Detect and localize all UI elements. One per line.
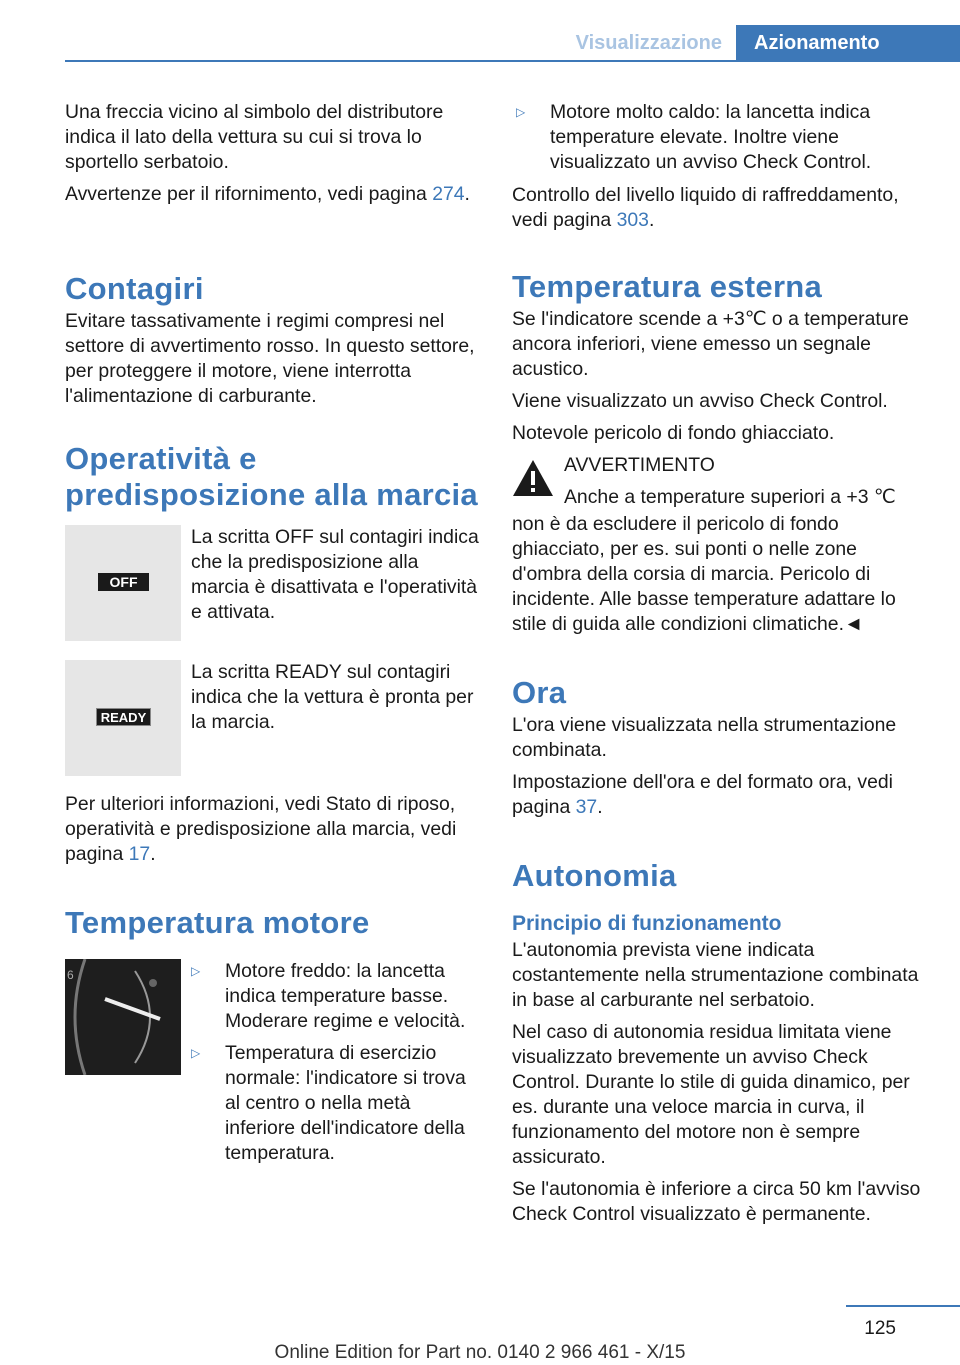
bullet-list [512, 100, 927, 175]
paragraph: Se l'autonomia è inferiore a circa 50 km l'avviso Check Control visualizzato è permanente. [512, 1178, 921, 1225]
paragraph: L'autonomia prevista viene indicata costantemente nella strumentazione combinata in base al carburante nel serbatoio. [512, 939, 919, 1011]
page-link[interactable]: 274 [432, 183, 465, 205]
figure-off [65, 525, 480, 641]
paragraph: Evitare tassativamente i regimi compresi nel settore di avvertimento rosso. In questo settore, per proteggere il motore, viene interrotta l'alimentazione di carburante. [65, 310, 475, 407]
page-link[interactable]: 17 [128, 843, 151, 865]
paragraph: L'ora viene visualizzata nella strumentazione combinata. [512, 714, 897, 761]
figure-ready [65, 660, 480, 776]
figure-temp-gauge [65, 959, 480, 1173]
warning-title: AVVERTIMENTO [564, 454, 715, 476]
edition-text: Online Edition for Part no. 0140 2 966 461 - X/15 [274, 1342, 686, 1363]
heading-temperatura-motore: Temperatura motore [65, 905, 370, 940]
subheading-principio: Principio di funzionamento [512, 912, 782, 935]
ready-badge: READY [96, 708, 151, 726]
heading-ora: Ora [512, 675, 567, 710]
right-column [512, 100, 927, 1234]
triangle-bullet-icon: ▷ [516, 105, 526, 119]
bullet-list [187, 959, 480, 1173]
warning-box [512, 453, 927, 517]
tab-visualizzazione[interactable]: Visualizzazione [575, 32, 722, 54]
paragraph: Avvertenze per il rifornimento, vedi pagina 274. [65, 183, 470, 205]
tab-azionamento[interactable]: Azionamento [736, 25, 960, 62]
ready-display-image [65, 660, 181, 776]
heading-temperatura-esterna: Temperatura esterna [512, 269, 823, 304]
paragraph: Se l'indicatore scende a +3℃ o a temperature ancora inferiori, viene emesso un segnale acustico. [512, 308, 909, 380]
warning-triangle-icon [512, 459, 554, 497]
list-item: ▷ Temperatura di esercizio normale: l'indicatore si trova al centro o nella metà inferiore dell'indicatore della temperatura. [187, 1041, 480, 1166]
heading-contagiri: Contagiri [65, 271, 204, 306]
temperature-gauge-image [65, 959, 181, 1075]
footer-rule [846, 1305, 960, 1307]
page-link[interactable]: 37 [575, 796, 598, 818]
paragraph: Nel caso di autonomia residua limitata viene visualizzato brevemente un avviso Check Control. Durante lo stile di guida dinamico, per es. durante una veloce marcia in curva, il funzionamento del motore non è sempre assicurato. [512, 1021, 910, 1168]
svg-text:6: 6 [67, 968, 74, 982]
paragraph: Viene visualizzato un avviso Check Control. [512, 390, 888, 412]
paragraph: Impostazione dell'ora e del formato ora, vedi pagina 37. [512, 771, 893, 818]
header-rule [65, 60, 960, 62]
paragraph: La scritta READY sul contagiri indica che la vettura è pronta per la marcia. [191, 661, 474, 733]
paragraph: Controllo del livello liquido di raffreddamento, vedi pagina 303. [512, 184, 899, 231]
page-link[interactable]: 303 [616, 209, 649, 231]
warning-text: non è da escludere il pericolo di fondo ghiacciato, per es. sui ponti o nelle zone d'ombra della corsia di marcia. Pericolo di incidente. Alle basse temperature adattare lo stile di guida alle condizioni climatiche.◄ [512, 513, 896, 635]
gauge-icon [65, 959, 181, 1075]
paragraph: Per ulteriori informazioni, vedi Stato di riposo, operatività e predisposizione alla marcia, vedi pagina 17. [65, 793, 457, 865]
paragraph: La scritta OFF sul contagiri indica che la predisposizione alla marcia è disattivata e l'operatività e attivata. [191, 526, 479, 623]
triangle-bullet-icon: ▷ [191, 1046, 201, 1060]
heading-operativita: Operatività e predisposizione alla marcia [65, 441, 478, 512]
paragraph: Notevole pericolo di fondo ghiacciato. [512, 422, 835, 444]
triangle-bullet-icon: ▷ [191, 964, 201, 978]
warning-line: Anche a temperature superiori a +3 ℃ [564, 486, 896, 508]
list-item: ▷ Motore molto caldo: la lancetta indica temperature elevate. Inoltre viene visualizzato un avviso Check Control. [512, 100, 927, 175]
heading-autonomia: Autonomia [512, 858, 677, 893]
off-display-image [65, 525, 181, 641]
left-column [65, 100, 480, 1173]
paragraph: Una freccia vicino al simbolo del distributore indica il lato della vettura su cui si trova lo sportello serbatoio. [65, 101, 444, 173]
page-number: 125 [864, 1318, 896, 1339]
off-badge: OFF [98, 573, 149, 591]
list-item: ▷ Motore freddo: la lancetta indica temperature basse. Moderare regime e velocità. [187, 959, 480, 1034]
